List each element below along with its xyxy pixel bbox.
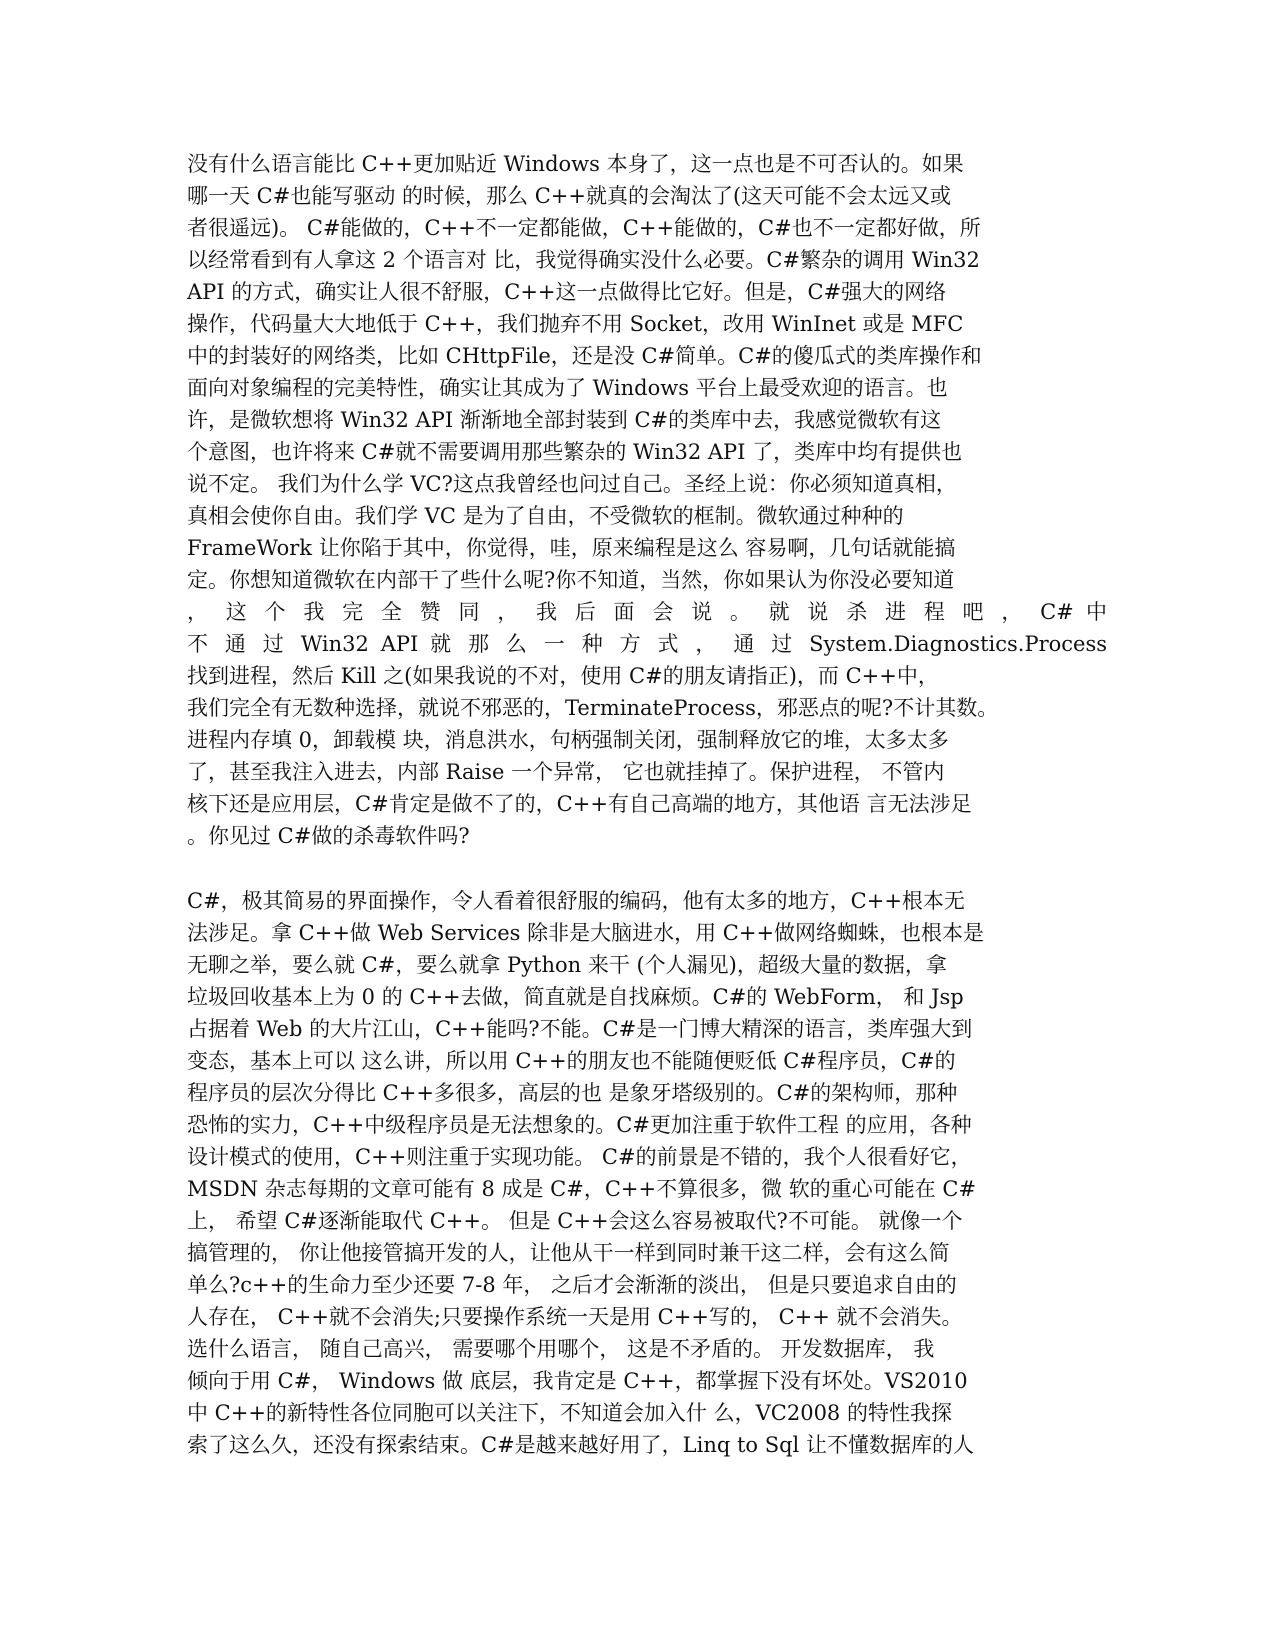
- text-line: 中的封装好的网络类，比如 CHttpFile，还是没 C#简单。C#的傻瓜式的类库操作和: [187, 344, 982, 368]
- text-line: 找到进程，然后 Kill 之(如果我说的不对，使用 C#的朋友请指正)，而 C++中，: [187, 664, 939, 688]
- text-line: 了，甚至我注入进去，内部 Raise 一个异常， 它也就挂掉了。保护进程， 不管内: [187, 760, 945, 784]
- text-line: 垃圾回收基本上为 0 的 C++去做，简直就是自找麻烦。C#的 WebForm， 和 Jsp: [187, 985, 964, 1009]
- text-line: 变态，基本上可以 这么讲，所以用 C++的朋友也不能随便贬低 C#程序员，C#的: [187, 1049, 956, 1073]
- text-line: 定。你想知道微软在内部干了些什么呢?你不知道，当然，你如果认为你没必要知道: [187, 568, 955, 592]
- text-line: 无聊之举，要么就 C#，要么就拿 Python 来干 (个人漏见)，超级大量的数据，拿: [187, 953, 947, 977]
- text-line: 许，是微软想将 Win32 API 渐渐地全部封装到 C#的类库中去，我感觉微软有这: [187, 408, 942, 432]
- text-line: 索了这么久，还没有探索结束。C#是越来越好用了，Linq to Sql 让不懂数据库的人: [187, 1433, 974, 1457]
- text-line: 程序员的层次分得比 C++多很多，高层的也 是象牙塔级别的。C#的架构师，那种: [187, 1081, 958, 1105]
- text-line: 进程内存填 0，卸载模 块，消息洪水，句柄强制关闭，强制释放它的堆，太多太多: [187, 728, 949, 752]
- text-line: 我们完全有无数种选择，就说不邪恶的，TerminateProcess，邪恶点的呢?不计其数。: [187, 696, 999, 720]
- text-line: 操作，代码量大大地低于 C++，我们抛弃不用 Socket，改用 WinInet 或是 MFC: [187, 312, 964, 336]
- text-line: 单么?c++的生命力至少还要 7-8 年， 之后才会渐渐的淡出， 但是只要追求自由的: [187, 1273, 957, 1297]
- text-line: FrameWork 让你陷于其中，你觉得，哇，原来编程是这么 容易啊，几句话就能搞: [187, 536, 956, 560]
- text-line: 核下还是应用层，C#肯定是做不了的，C++有自己高端的地方，其他语 言无法涉足: [187, 792, 972, 816]
- text-line: 选什么语言， 随自己高兴， 需要哪个用哪个， 这是不矛盾的。 开发数据库， 我: [187, 1337, 935, 1361]
- text-line: API 的方式，确实让人很不舒服，C++这一点做得比它好。但是，C#强大的网络: [187, 280, 947, 304]
- text-line: C#，极其简易的界面操作，令人看着很舒服的编码，他有太多的地方，C++根本无: [187, 889, 965, 913]
- text-line: ， 这 个 我 完 全 赞 同 ， 我 后 面 会 说 。 就 说 杀 进 程 吧 ， C# 中: [187, 600, 1107, 624]
- text-line: 搞管理的， 你让他接管搞开发的人，让他从干一样到同时兼干这二样，会有这么简: [187, 1241, 950, 1265]
- text-line: 面向对象编程的完美特性，确实让其成为了 Windows 平台上最受欢迎的语言。也: [187, 376, 948, 400]
- text-line: 不 通 过 Win32 API 就 那 么 一 种 方 式 ， 通 过 System.Diagnostics.Process: [187, 632, 1107, 656]
- text-line: 倾向于用 C#， Windows 做 底层，我肯定是 C++，都掌握下没有坏处。VS2010: [187, 1369, 968, 1393]
- paragraph-2: [187, 885, 1107, 1461]
- text-line: 个意图，也许将来 C#就不需要调用那些繁杂的 Win32 API 了，类库中均有提供也: [187, 440, 963, 464]
- text-line: 真相会使你自由。我们学 VC 是为了自由，不受微软的框制。微软通过种种的: [187, 504, 904, 528]
- text-line: 占据着 Web 的大片江山，C++能吗?不能。C#是一门博大精深的语言，类库强大到: [187, 1017, 973, 1041]
- text-line: 以经常看到有人拿这 2 个语言对 比，我觉得确实没什么必要。C#繁杂的调用 Win32: [187, 248, 980, 272]
- paragraph-1: [187, 148, 1107, 852]
- text-line: 没有什么语言能比 C++更加贴近 Windows 本身了，这一点也是不可否认的。如果: [187, 152, 964, 176]
- text-line: 哪一天 C#也能写驱动 的时候，那么 C++就真的会淘汰了(这天可能不会太远又或: [187, 184, 952, 208]
- text-line: 。你见过 C#做的杀毒软件吗?: [187, 824, 470, 848]
- text-line: 中 C++的新特性各位同胞可以关注下，不知道会加入什 么，VC2008 的特性我探: [187, 1401, 952, 1425]
- text-line: 法涉足。拿 C++做 Web Services 除非是大脑进水，用 C++做网络蜘蛛，也根本是: [187, 921, 985, 945]
- text-line: MSDN 杂志每期的文章可能有 8 成是 C#，C++不算很多，微 软的重心可能在 C#: [187, 1177, 977, 1201]
- text-line: 上， 希望 C#逐渐能取代 C++。 但是 C++会这么容易被取代?不可能。 就像一个: [187, 1209, 963, 1233]
- text-line: 设计模式的使用，C++则注重于实现功能。 C#的前景是不错的，我个人很看好它，: [187, 1145, 972, 1169]
- text-line: 说不定。 我们为什么学 VC?这点我曾经也问过自己。圣经上说：你必须知道真相，: [187, 472, 957, 496]
- text-line: 人存在， C++就不会消失;只要操作系统一天是用 C++写的， C++ 就不会消失。: [187, 1305, 963, 1329]
- text-line: 者很遥远)。 C#能做的，C++不一定都能做，C++能做的，C#也不一定都好做，所: [187, 216, 981, 240]
- text-line: 恐怖的实力，C++中级程序员是无法想象的。C#更加注重于软件工程 的应用，各种: [187, 1113, 972, 1137]
